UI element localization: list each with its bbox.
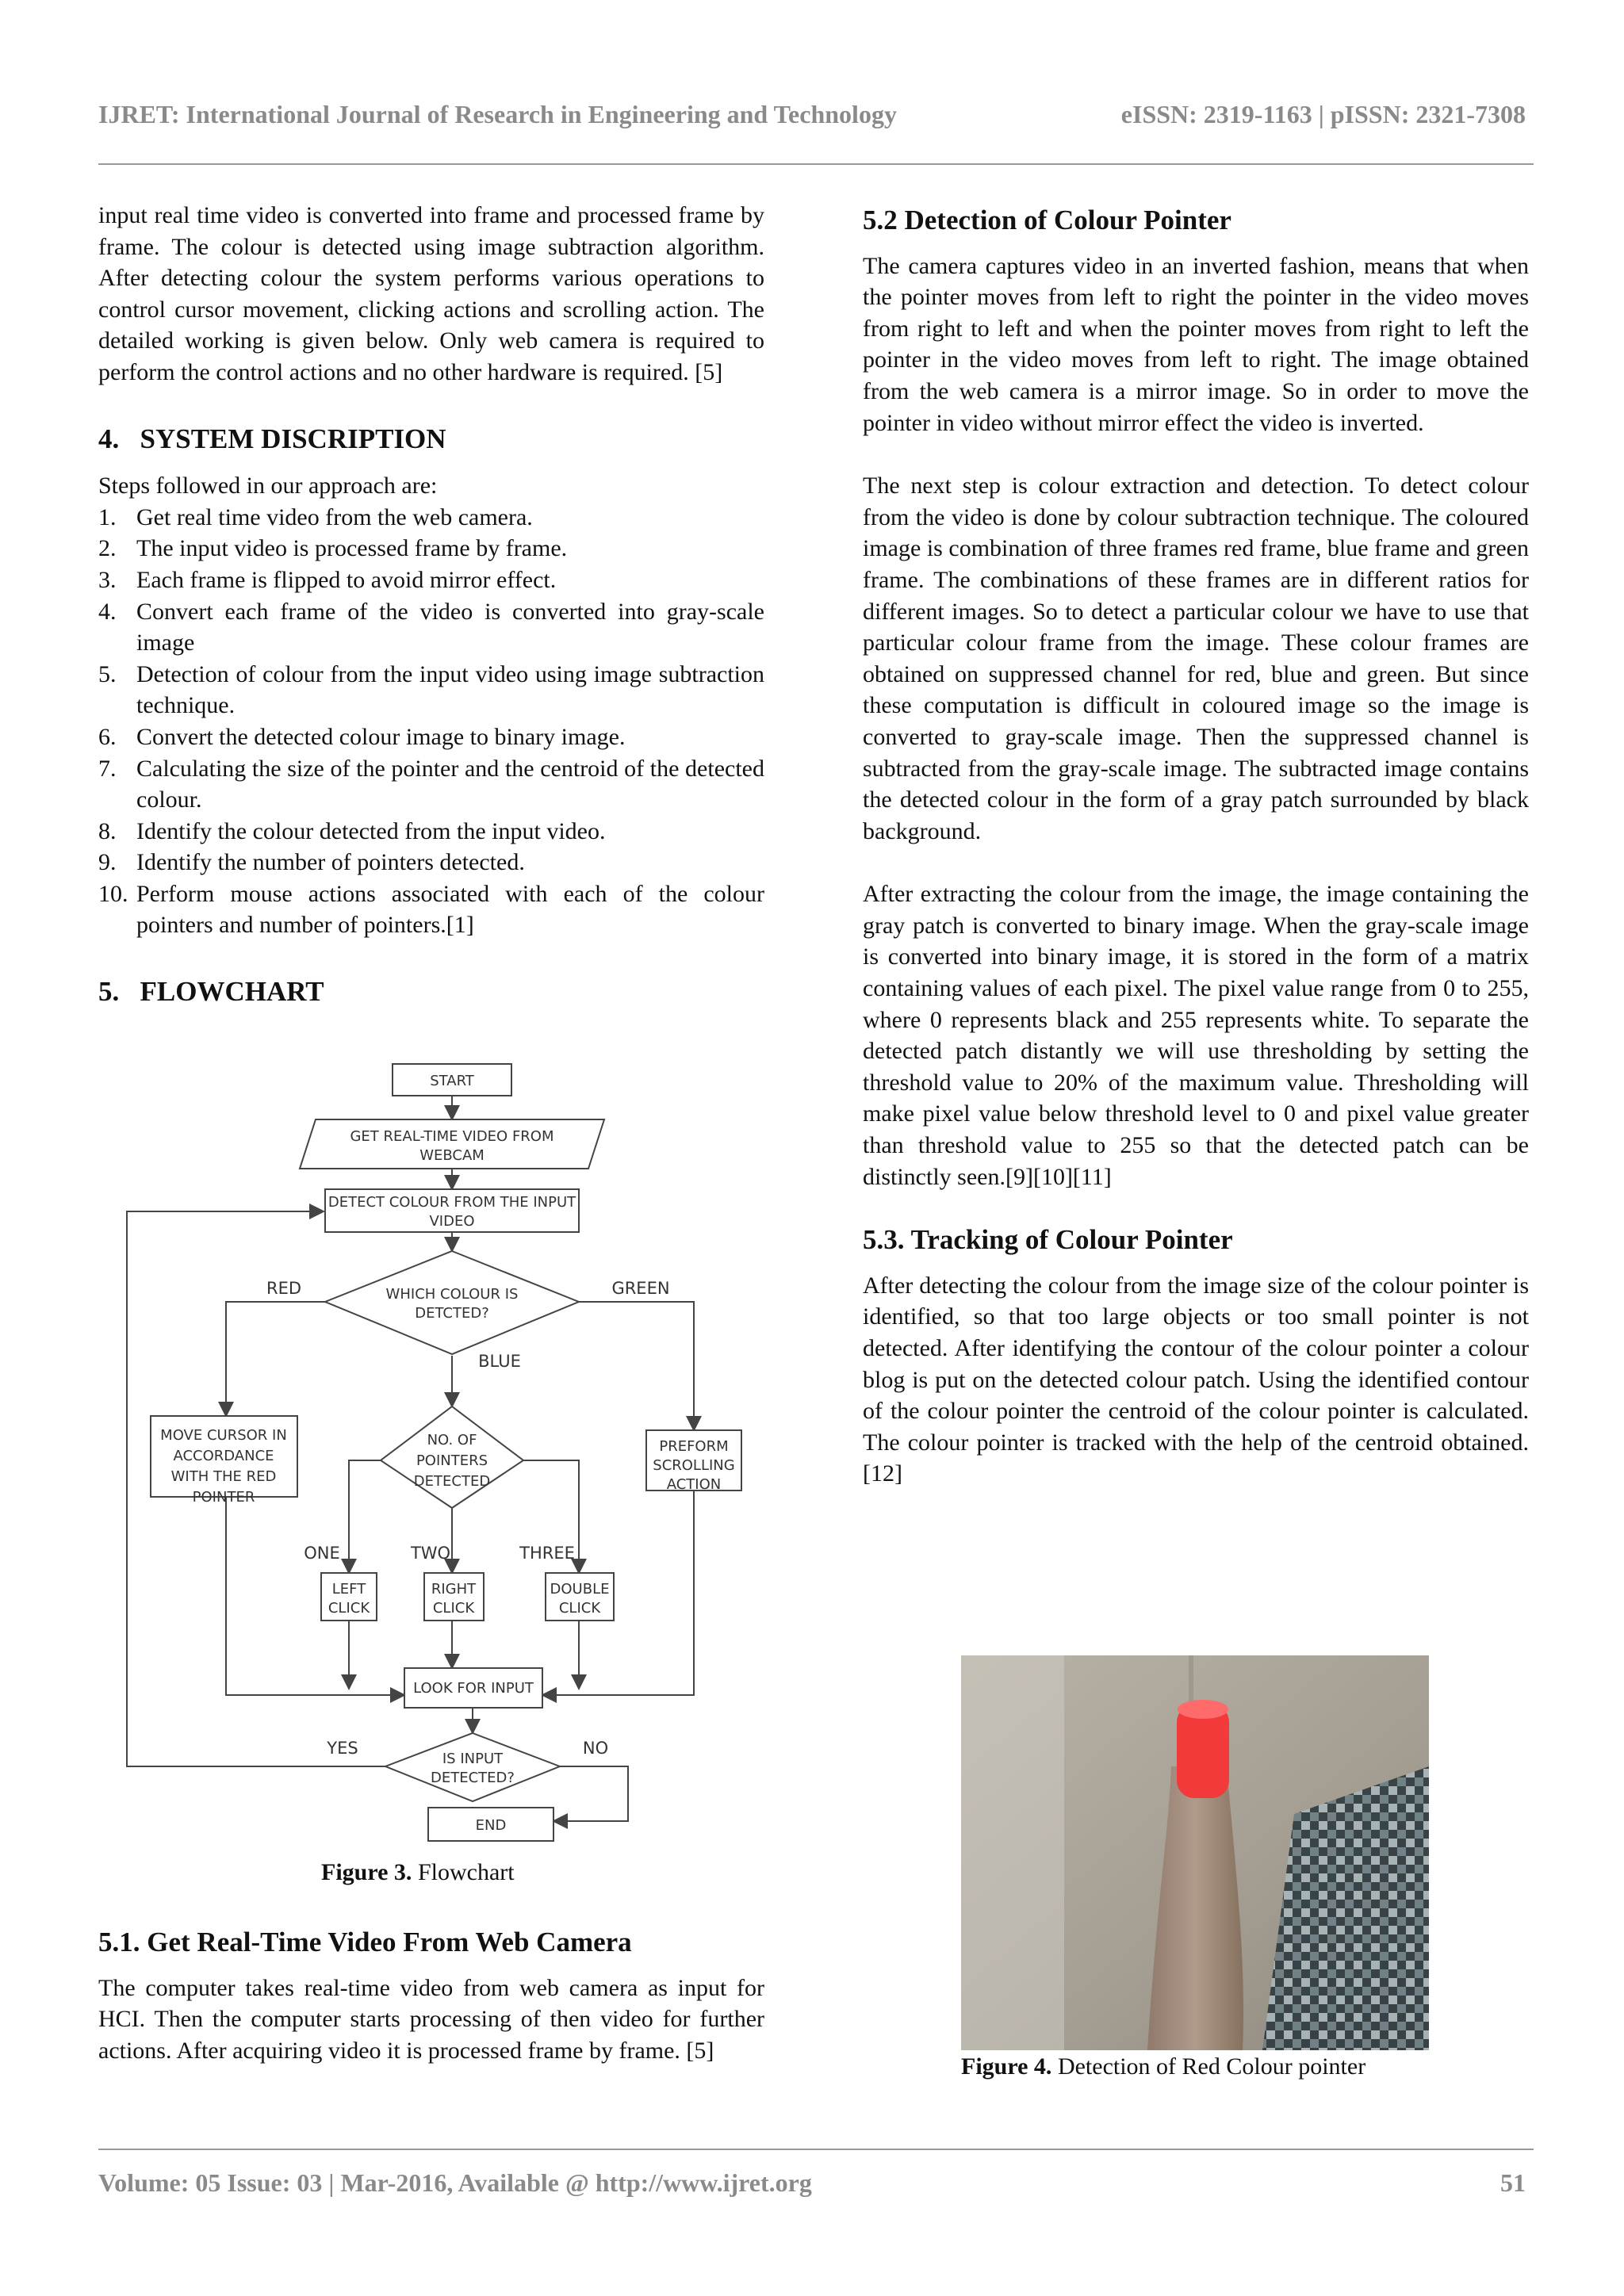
list-item [98, 659, 764, 721]
no-branch-label: NO [582, 1739, 609, 1758]
input-detected-decision [385, 1733, 560, 1801]
step-text: Identify the colour detected from the input video. [136, 817, 606, 844]
nop-label-3: DETECTED [413, 1473, 491, 1490]
flow-arrow [555, 1766, 628, 1821]
left-click-label-2: CLICK [327, 1600, 370, 1617]
figure-4-text: Detection of Red Colour pointer [1057, 2053, 1366, 2080]
green-branch-label: GREEN [611, 1279, 670, 1298]
nop-label-1: NO. OF [427, 1432, 477, 1448]
flow-arrow [226, 1302, 325, 1414]
flow-arrow [349, 1460, 381, 1571]
running-footer [98, 2168, 1526, 2208]
yes-branch-label: YES [327, 1739, 358, 1758]
step-number: 8. [98, 817, 117, 844]
right-click-label-2: CLICK [432, 1600, 475, 1617]
list-item [98, 753, 764, 816]
step-text: Convert each frame of the video is converted into gray-scale image [136, 598, 764, 656]
move-label-4: POINTER [192, 1489, 255, 1506]
nop-label-2: POINTERS [416, 1452, 488, 1469]
which-label-2: DETCTED? [415, 1305, 489, 1322]
list-item [98, 816, 764, 848]
issn-numbers: eISSN: 2319-1163 | pISSN: 2321-7308 [1120, 100, 1526, 128]
step-number: 6. [98, 723, 117, 750]
step-text: Convert the detected colour image to binary image. [136, 723, 626, 750]
step-text: Calculating the size of the pointer and the centroid of the detected colour. [136, 755, 764, 813]
step-number: 1. [98, 503, 117, 530]
end-label: END [475, 1817, 507, 1834]
step-number: 7. [98, 755, 117, 782]
list-item [98, 878, 764, 941]
scroll-label-3: ACTION [666, 1476, 722, 1493]
intro-paragraph: input real time video is converted into frame and processed frame by frame. The colour is detected using image subtraction algorithm. After detecting colour the system performs various operations to control cursor movement, clicking actions and scrolling action. The detailed working is given below. Only web camera is required to perform the control actions and no other hardware is required. [5] [98, 202, 764, 385]
list-item [98, 596, 764, 659]
volume-info: Volume: 05 Issue: 03 | Mar-2016, Available @ http://www.ijret.org [98, 2168, 812, 2197]
step-text: Get real time video from the web camera. [136, 503, 533, 530]
section-5-3-heading: 5.3. Tracking of Colour Pointer [863, 1224, 1233, 1256]
step-number: 9. [98, 849, 117, 876]
three-branch-label: THREE [519, 1544, 575, 1563]
steps-intro: Steps followed in our approach are: [98, 473, 438, 499]
step-number: 3. [98, 566, 117, 593]
red-branch-label: RED [266, 1279, 302, 1298]
list-item [98, 502, 764, 534]
section-5-title: FLOWCHART [140, 976, 324, 1008]
figure-4-photo [961, 1655, 1429, 2050]
section-4-heading [98, 423, 764, 455]
step-number: 4. [98, 598, 117, 625]
figure-3-text: Flowchart [417, 1859, 515, 1885]
steps-list [98, 502, 764, 941]
figure-4-label: Figure 4. [961, 2053, 1052, 2080]
list-item [98, 847, 764, 878]
move-label-2: ACCORDANCE [173, 1448, 274, 1464]
flowchart-svg [119, 1056, 769, 1849]
move-label-1: MOVE CURSOR IN [160, 1427, 287, 1444]
section-5-2-heading: 5.2 Detection of Colour Pointer [863, 205, 1231, 235]
section-5-3-paragraph: After detecting the colour from the image size of the colour pointer is identified, so that too large objects or too small pointer is not detected. After identifying the contour of the colour pointer a colour blog is put on the detected colour patch. Using the identified contour of the colour pointer the centroid of the colour pointer is calculated. The colour pointer is tracked with the help of the centroid obtained. [12] [863, 1272, 1529, 1487]
figure-3-caption [321, 1859, 515, 1886]
step-text: Identify the number of pointers detected. [136, 849, 525, 876]
one-branch-label: ONE [304, 1544, 340, 1563]
right-column [863, 200, 1529, 1490]
section-5-heading [98, 976, 764, 1008]
look-label: LOOK FOR INPUT [413, 1680, 534, 1697]
step-number: 2. [98, 535, 117, 562]
flowchart-figure [119, 1056, 769, 1849]
list-item [98, 533, 764, 564]
left-column [98, 200, 764, 1008]
section-5-1-heading: 5.1. Get Real-Time Video From Web Camera [98, 1927, 632, 1957]
step-text: The input video is processed frame by frame. [136, 535, 568, 562]
list-item [98, 721, 764, 753]
header-divider [98, 163, 1534, 165]
right-click-label-1: RIGHT [431, 1581, 477, 1598]
scroll-label-1: PREFORM [659, 1438, 729, 1455]
section-4-number: 4. [98, 423, 120, 454]
left-click-label-1: LEFT [331, 1581, 366, 1598]
move-label-3: WITH THE RED [170, 1468, 277, 1485]
detect-label-1: DETECT COLOUR FROM THE INPUT [327, 1194, 576, 1211]
double-click-label-1: DOUBLE [550, 1581, 610, 1598]
section-5-2-paragraph-1: The camera captures video in an inverted fashion, means that when the pointer moves from left to right the pointer in the video moves from right to left and when the pointer moves from right to left the pointer in the video moves from left to right. The image obtained from the web camera is a mirror image. So in order to move the pointer in video without mirror effect the video is inverted. [863, 252, 1529, 436]
step-text: Detection of colour from the input video using image subtraction technique. [136, 660, 764, 719]
journal-title: IJRET: International Journal of Research in Engineering and Technology [98, 100, 897, 128]
figure-4-caption [961, 2053, 1365, 2080]
section-5-1-paragraph: The computer takes real-time video from web camera as input for HCI. Then the computer starts processing of then video for further actions. After acquiring video it is processed frame by frame. [5] [98, 1974, 764, 2064]
section-5-2-paragraph-2: The next step is colour extraction and detection. To detect colour from the video is done by colour subtraction technique. The coloured image is combination of three frames red frame, blue frame and green frame. The combinations of these frames are in different ratios for different images. So to detect a particular colour we have to use that particular colour frame from the image. These colour frames are obtained on suppressed channel for red, blue and green. But since these computation is difficult in coloured image so the image is converted to gray-scale image. Then the suppressed channel is subtracted from the gray-scale image. The subtracted image contains the detected colour in the form of a gray patch surrounded by black background. [863, 473, 1529, 844]
step-number: 5. [98, 660, 117, 687]
is-input-label-1: IS INPUT [442, 1751, 504, 1767]
list-item [98, 564, 764, 596]
flow-arrow [579, 1302, 694, 1429]
section-5-1 [98, 1927, 764, 2066]
get-video-label-2: WEBCAM [419, 1147, 485, 1164]
footer-divider [98, 2149, 1534, 2150]
section-5-number: 5. [98, 976, 120, 1008]
blue-branch-label: BLUE [478, 1352, 521, 1371]
page-number: 51 [1500, 2168, 1526, 2197]
get-video-label-1: GET REAL-TIME VIDEO FROM [350, 1128, 554, 1145]
two-branch-label: TWO [410, 1544, 451, 1563]
section-5-2-paragraph-3: After extracting the colour from the image, the image containing the gray patch is converted to binary image. When the gray-scale image is converted into binary image, it is stored in the form of a matrix containing values of each pixel. The pixel value range from 0 to 255, where 0 represents black and 255 represents white. To separate the detected patch distantly we will use thresholding by setting the threshold value to 20% of the maximum value. Thresholding will make pixel value below threshold level to 0 and pixel value greater than threshold value to 255 so that the detected patch can be distinctly seen.[9][10][11] [863, 881, 1529, 1190]
section-4-title: SYSTEM DISCRIPTION [140, 423, 446, 454]
step-text: Each frame is flipped to avoid mirror effect. [136, 566, 557, 593]
start-label: START [430, 1073, 474, 1089]
running-header [98, 94, 1526, 141]
figure-3-label: Figure 3. [321, 1859, 412, 1885]
scroll-label-2: SCROLLING [653, 1457, 735, 1474]
which-colour-decision [325, 1251, 579, 1354]
is-input-label-2: DETECTED? [431, 1770, 515, 1786]
step-text: Perform mouse actions associated with each of the colour pointers and number of pointers.[1] [136, 880, 764, 939]
which-label-1: WHICH COLOUR IS [385, 1286, 519, 1303]
step-number: 10. [98, 880, 128, 907]
detect-label-2: VIDEO [429, 1213, 475, 1230]
double-click-label-2: CLICK [558, 1600, 601, 1617]
finger-photo-illustration [961, 1655, 1429, 2050]
